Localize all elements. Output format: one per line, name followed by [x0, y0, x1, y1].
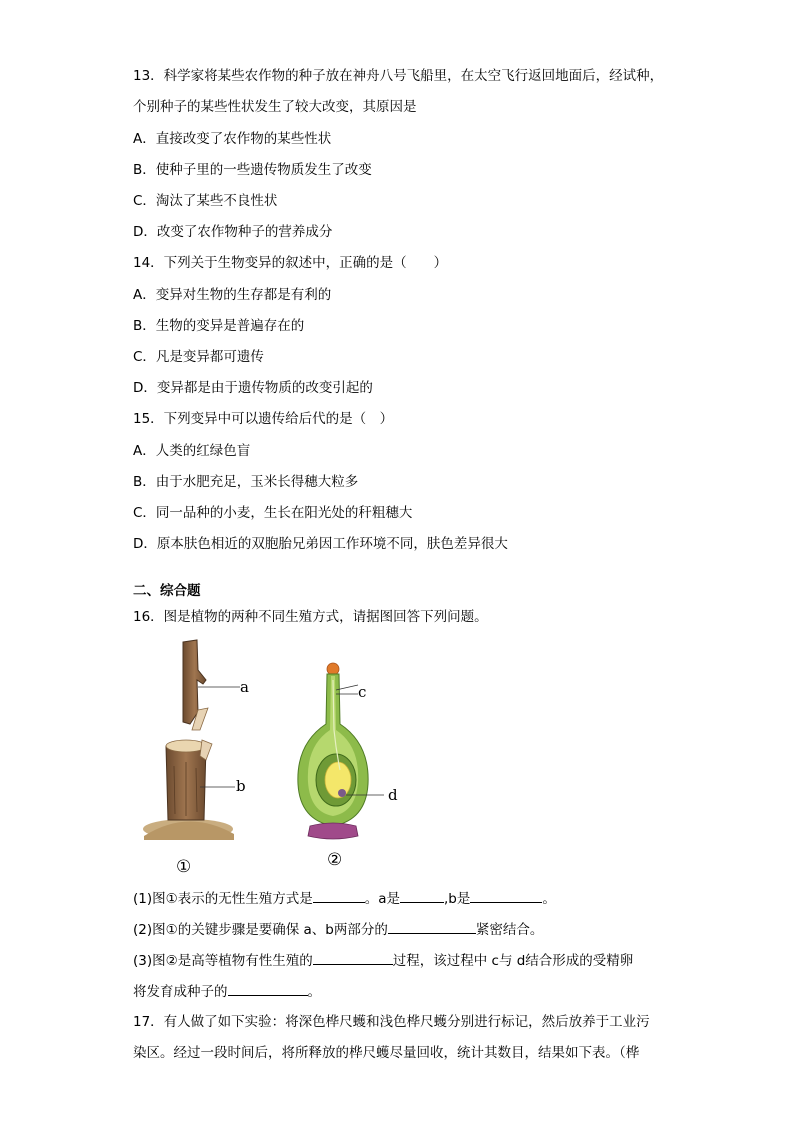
q17-line1: 17．有人做了如下实验：将深色桦尺蠖和浅色桦尺蠖分别进行标记，然后放养于工业污	[133, 1014, 650, 1030]
q15-option-b: B．由于水肥充足，玉米长得穗大粒多	[133, 474, 359, 490]
figure-pistil	[296, 660, 388, 842]
q13-stem-line1: 13．科学家将某些农作物的种子放在神舟八号飞船里，在太空飞行返回地面后，经试种，	[133, 68, 664, 84]
q14-stem: 14．下列关于生物变异的叙述中，正确的是（ ）	[133, 255, 448, 271]
q16-part1	[133, 889, 556, 908]
q16-part3-text: (3)图②是高等植物有性生殖的	[133, 953, 313, 969]
label-a: a	[240, 678, 249, 696]
q13-option-c: C．淘汰了某些不良性状	[133, 193, 278, 209]
q16-part1-text: (1)图①表示的无性生殖方式是	[133, 891, 313, 907]
q16-part2	[133, 920, 543, 939]
q14-option-c: C．凡是变异都可遗传	[133, 349, 264, 365]
q15-stem: 15．下列变异中可以遗传给后代的是（ ）	[133, 411, 394, 427]
q13-option-d: D．改变了农作物种子的营养成分	[133, 224, 333, 240]
answer-blank-6[interactable]	[228, 982, 308, 996]
answer-blank-3[interactable]	[470, 889, 542, 903]
section-heading: 二、综合题	[133, 583, 201, 599]
q17-line2: 染区。经过一段时间后，将所释放的桦尺蠖尽量回收，统计其数目，结果如下表。（桦	[133, 1045, 640, 1061]
figure-caption-2: ②	[327, 850, 343, 870]
q16-part2-text-2: 紧密结合。	[475, 922, 544, 938]
answer-blank-1[interactable]	[313, 889, 365, 903]
figure-caption-1: ①	[176, 857, 192, 877]
label-c: c	[358, 683, 367, 701]
q15-option-a: A．人类的红绿色盲	[133, 443, 251, 459]
q13-stem-line2: 个别种子的某些性状发生了较大改变，其原因是	[133, 99, 417, 115]
q16-part3-text-4: 。	[307, 984, 321, 1000]
q16-part1-text-4: 。	[542, 891, 556, 907]
q14-option-a: A．变异对生物的生存都是有利的	[133, 287, 332, 303]
figure-grafting	[140, 636, 250, 848]
q15-option-c: C．同一品种的小麦，生长在阳光处的秆粗穗大	[133, 505, 413, 521]
q16-part3-text-3: 将发育成种子的	[133, 984, 228, 1000]
q15-option-d: D．原本肤色相近的双胞胎兄弟因工作环境不同，肤色差异很大	[133, 536, 508, 552]
label-b: b	[236, 777, 246, 795]
q16-part3-text-2: 过程，该过程中 c与 d结合形成的受精卵	[392, 953, 634, 969]
q14-option-b: B．生物的变异是普遍存在的	[133, 318, 305, 334]
answer-blank-4[interactable]	[388, 920, 476, 934]
q16-part2-text: (2)图①的关键步骤是要确保 a、b两部分的	[133, 922, 388, 938]
q13-option-b: B．使种子里的一些遗传物质发生了改变	[133, 162, 372, 178]
answer-blank-2[interactable]	[400, 889, 444, 903]
q14-option-d: D．变异都是由于遗传物质的改变引起的	[133, 380, 373, 396]
q16-part3-cont	[133, 982, 321, 1001]
q16-part1-text-2: 。a是	[364, 891, 401, 907]
answer-blank-5[interactable]	[313, 951, 393, 965]
q16-part1-text-3: ,b是	[444, 891, 471, 907]
q16-stem: 16．图是植物的两种不同生殖方式，请据图回答下列问题。	[133, 609, 488, 625]
q16-part3	[133, 951, 633, 970]
q13-option-a: A．直接改变了农作物的某些性状	[133, 131, 332, 147]
label-d: d	[388, 786, 398, 804]
